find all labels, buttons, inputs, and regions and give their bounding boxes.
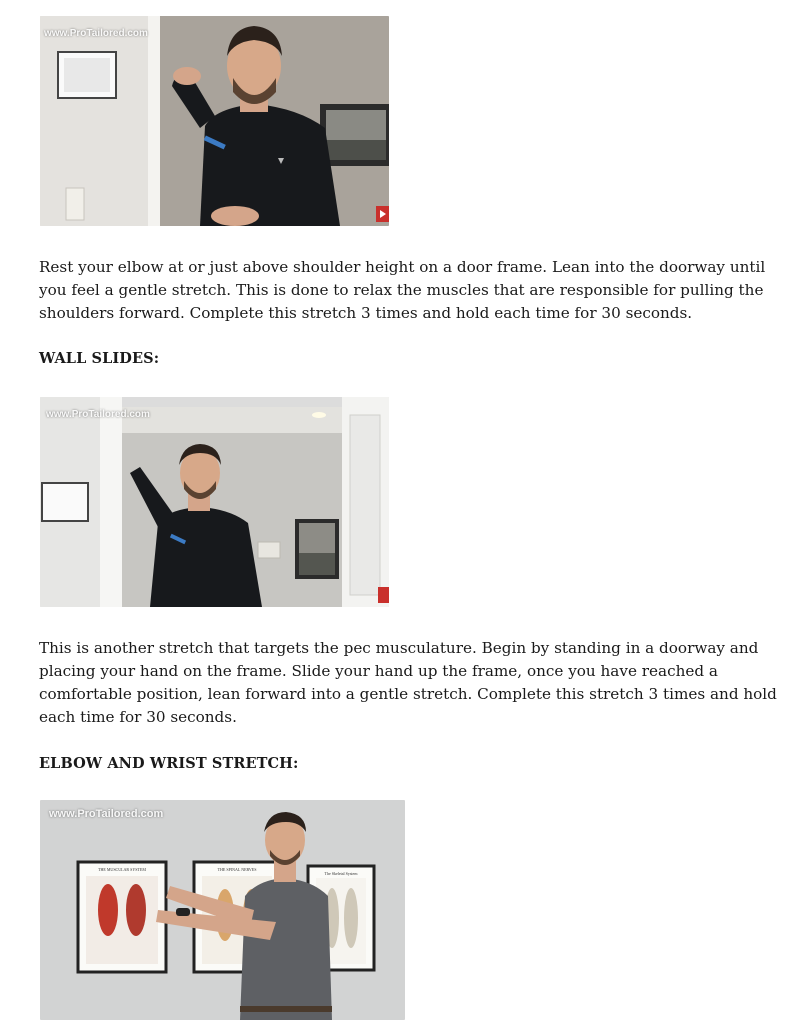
wall-slides-description: This is another stretch that targets the pec musculature. Begin by standing in a doorway and placing your hand on the frame. Slide your hand up the frame, once you have reached a comfortable position, lean forward into a gentle stretch. Complete this stretch 3 times and hold each time for 30 seconds. [39,639,777,726]
wall-slides-photo [40,397,389,607]
doorway-stretch-photo [40,16,389,226]
wall-slides-illustration [40,397,389,607]
doorway-stretch-illustration [40,16,389,226]
wall-slides-heading: WALL SLIDES: [39,350,160,367]
watermark: www.ProTailored.com [49,808,164,820]
spinal-nerves-poster-title: THE SPINAL NERVES [217,867,257,872]
skeletal-system-poster-title: The Skeletal System [324,871,358,876]
watermark: www.ProTailored.com [46,409,150,420]
muscular-system-poster-title: THE MUSCULAR SYSTEM [98,867,146,872]
watermark: www.ProTailored.com [44,28,148,39]
elbow-wrist-stretch-illustration [40,800,405,1020]
elbow-wrist-stretch-photo [40,800,405,1020]
doorway-stretch-description: Rest your elbow at or just above shoulder height on a door frame. Lean into the doorway until you feel a gentle stretch. This is done to relax the muscles that are responsible for pulling the shoulders forward. Complete this stretch 3 times and hold each time for 30 seconds. [39,258,766,322]
elbow-wrist-stretch-heading: ELBOW AND WRIST STRETCH: [39,755,299,772]
